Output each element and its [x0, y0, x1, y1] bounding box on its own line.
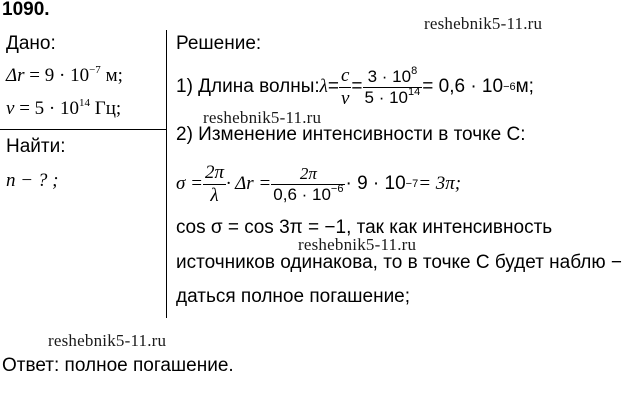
conclusion-line: даться полное погашение;: [176, 286, 411, 307]
given-delta-r-eq: = 9 · 10: [24, 65, 90, 86]
find-value: n − ? ;: [6, 170, 59, 191]
given-frequency-var: v: [6, 98, 15, 119]
step1-fraction-numbers: [363, 64, 423, 108]
step1-frac2-den-wrap: [363, 87, 423, 108]
given-delta-r-var: Δr: [6, 65, 25, 86]
cos-line: cos σ = cos 3π = −1, так как интенсивность: [176, 217, 553, 238]
step1-prefix: 1) Длина волны:: [176, 76, 320, 97]
watermark-bottom: reshebnik5-11.ru: [48, 331, 167, 350]
sources-line: источников одинакова, то в точке C будет наблю −: [176, 252, 622, 273]
solution-title: Решение:: [176, 33, 262, 54]
step1-frac2-num-wrap: [363, 64, 423, 87]
column-divider: [166, 30, 167, 318]
formula-f2-num: 2π: [299, 163, 317, 183]
step1-frac1-num: c: [340, 64, 350, 86]
step1-unit: м;: [515, 76, 534, 97]
formula-frac-2pi-lambda: [203, 162, 226, 207]
step1-eq1: =: [327, 76, 339, 97]
step1-frac2-den-exp: 14: [408, 85, 421, 98]
step1-lambda: λ: [319, 76, 328, 97]
step1-frac2-num: 3 · 10: [367, 66, 412, 86]
formula-frac-2pi-value: [271, 164, 345, 205]
formula-f2-den-exp: −6: [330, 182, 344, 195]
find-title: Найти:: [6, 136, 66, 157]
formula-mid: · Δr =: [225, 173, 272, 194]
formula-f2-den-wrap: [271, 184, 345, 205]
given-delta-r-unit: м;: [100, 65, 123, 86]
step1-eq2: =: [351, 76, 363, 97]
step1-frac2-num-exp: 8: [411, 64, 418, 77]
step1-wavelength: 1) Длина волны: λ = $\frac{c}{v}$ = $\frac{3 \cdot 10^8}{5 \cdot 10^{14}}$ = 0,6 · 10 −6 м;: [176, 64, 534, 109]
given-frequency-eq: = 5 · 10: [14, 98, 79, 119]
step1-frac2-den: 5 · 10: [364, 87, 408, 107]
formula-sigma: σ =: [176, 173, 203, 194]
given-divider: [0, 129, 166, 130]
given-delta-r-exp: −7: [89, 64, 101, 76]
formula-f1-den: λ: [203, 184, 226, 207]
step1-result: = 0,6 · 10: [422, 76, 504, 97]
formula-end: = 3π;: [418, 173, 462, 194]
step2-title: 2) Изменение интенсивности в точке C:: [176, 124, 526, 145]
given-delta-r: [6, 65, 123, 87]
watermark-middle: reshebnik5-11.ru: [203, 108, 322, 127]
formula-tail: · 9 · 10: [345, 173, 406, 194]
given-frequency: [6, 98, 121, 120]
answer-line: Ответ: полное погашение.: [2, 355, 234, 376]
watermark-top: reshebnik5-11.ru: [424, 14, 543, 33]
formula-f1-num: 2π: [204, 161, 224, 183]
formula-f2-den: 0,6 · 10: [273, 184, 331, 204]
given-title: Дано:: [6, 33, 56, 54]
given-frequency-unit: Гц;: [89, 98, 122, 119]
problem-number: 1090.: [2, 0, 50, 20]
step1-fraction-c-v: [339, 65, 351, 110]
given-frequency-exp: 14: [78, 97, 90, 109]
phase-formula: σ = $\frac{2\pi}{\lambda}$ · Δr = $\frac{2\pi}{0,6 \cdot 10^{-6}}$ · 9 · 10 −7 = 3π;: [176, 161, 462, 206]
step1-frac1-den: v: [340, 87, 350, 109]
watermark-lower: reshebnik5-11.ru: [298, 235, 417, 254]
